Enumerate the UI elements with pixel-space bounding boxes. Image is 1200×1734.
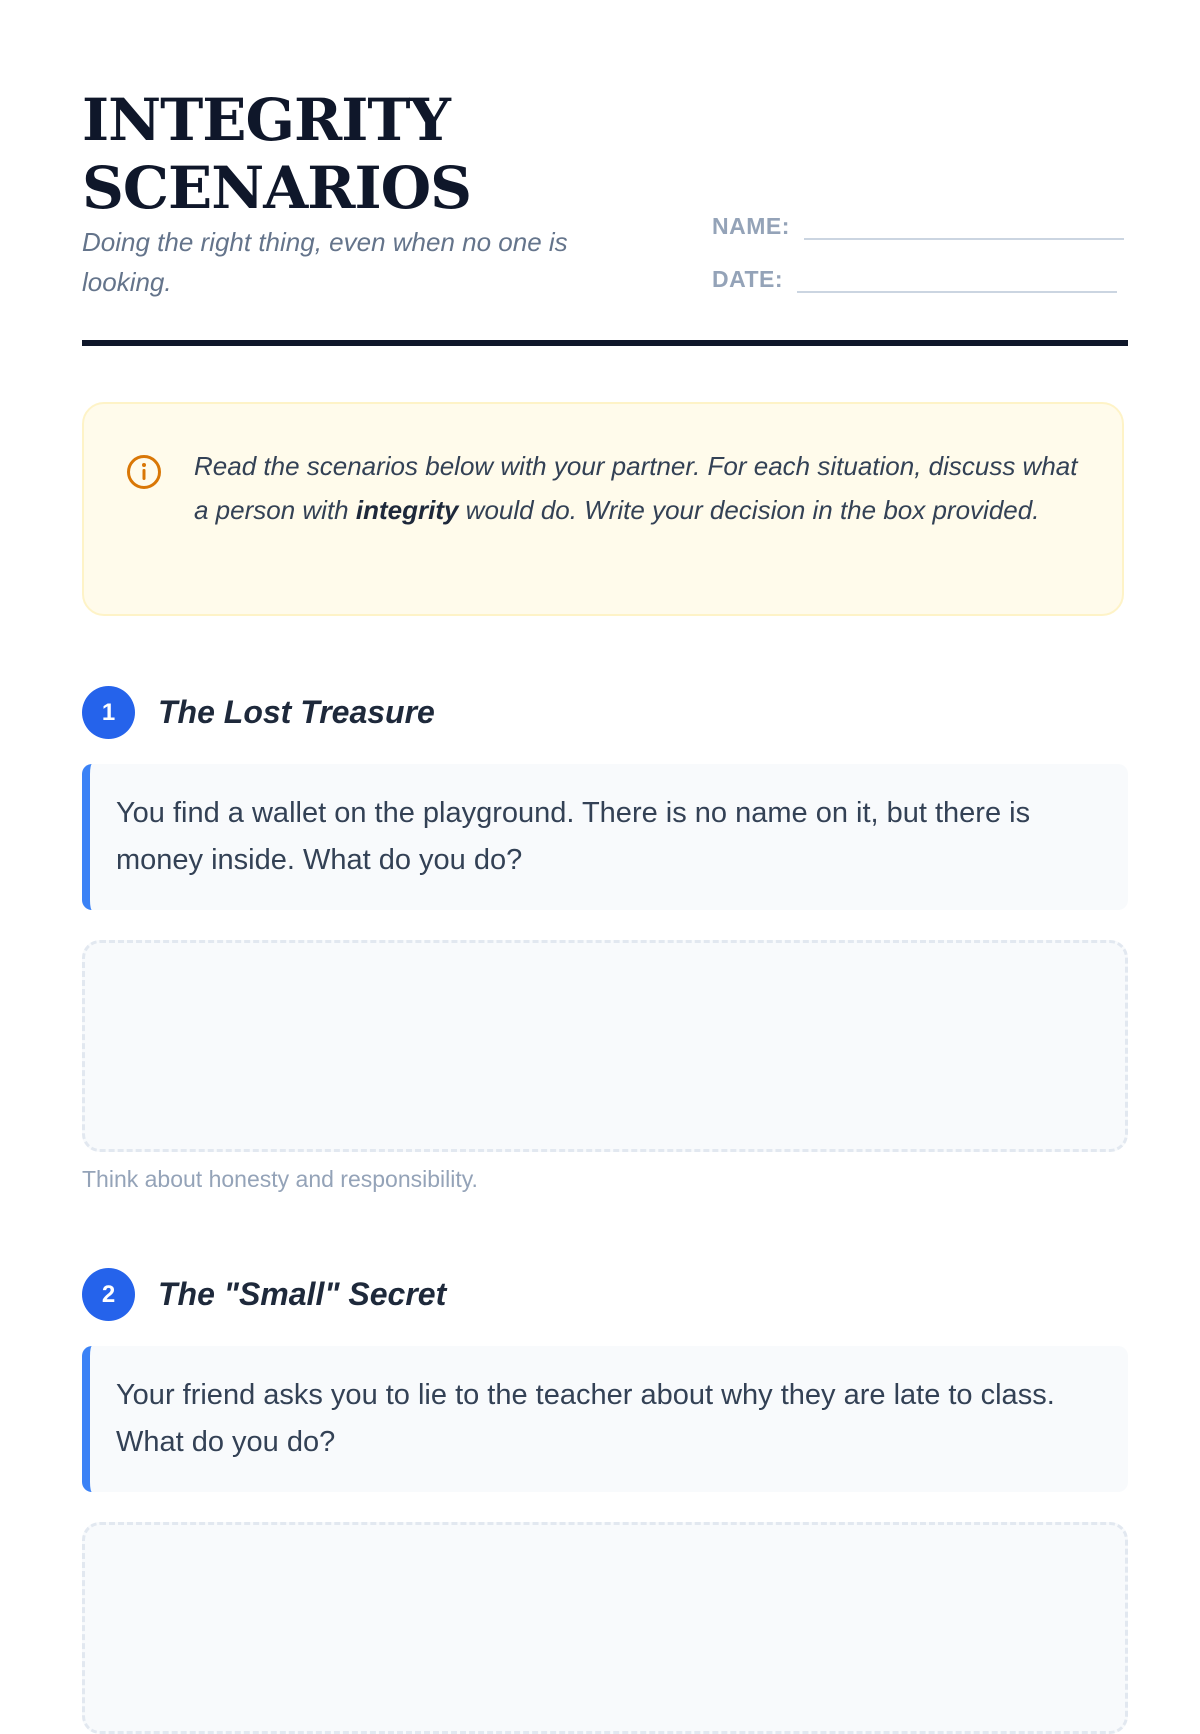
instructions-text-after: would do. Write your decision in the box provided. <box>458 495 1040 525</box>
instructions-emphasis: integrity <box>355 495 459 525</box>
name-label: NAME: <box>712 213 790 239</box>
scenario-prompt: You find a wallet on the playground. There is no name on it, but there is money inside. What do you do? <box>82 764 1128 910</box>
scenario-1 <box>82 684 1128 1192</box>
scenario-number-badge: 1 <box>82 686 135 739</box>
name-field <box>712 210 1124 240</box>
date-field <box>712 263 1117 293</box>
page-subtitle: Doing the right thing, even when no one is looking. <box>82 227 568 297</box>
title-line-1: INTEGRITY <box>82 86 450 154</box>
instructions-text <box>194 444 1084 532</box>
title-line-2: SCENARIOS <box>82 154 472 222</box>
instructions-text-before: Read the scenarios below with your partner. For each situation, discuss what a person with <box>194 451 1078 525</box>
scenario-title: The "Small" Secret <box>158 1276 447 1312</box>
name-line[interactable] <box>804 210 1124 240</box>
answer-box[interactable] <box>82 1522 1128 1734</box>
answer-box[interactable] <box>82 940 1128 1152</box>
scenario-hint: Think about honesty and responsibility. <box>82 1166 478 1192</box>
header-divider <box>82 340 1128 346</box>
scenario-title: The Lost Treasure <box>158 694 435 730</box>
instructions-box <box>82 402 1124 616</box>
scenario-header <box>82 684 1128 740</box>
scenario-2 <box>82 1266 1128 1458</box>
date-line[interactable] <box>797 263 1117 293</box>
info-circle-icon <box>126 454 162 490</box>
worksheet-header <box>82 0 1128 346</box>
scenario-prompt: Your friend asks you to lie to the teacher about why they are late to class. What do you do? <box>82 1346 1128 1492</box>
scenario-number-badge: 2 <box>82 1268 135 1321</box>
scenario-header <box>82 1266 1128 1322</box>
page-title <box>82 86 642 222</box>
worksheet-page <box>82 0 1128 1458</box>
date-label: DATE: <box>712 266 784 292</box>
